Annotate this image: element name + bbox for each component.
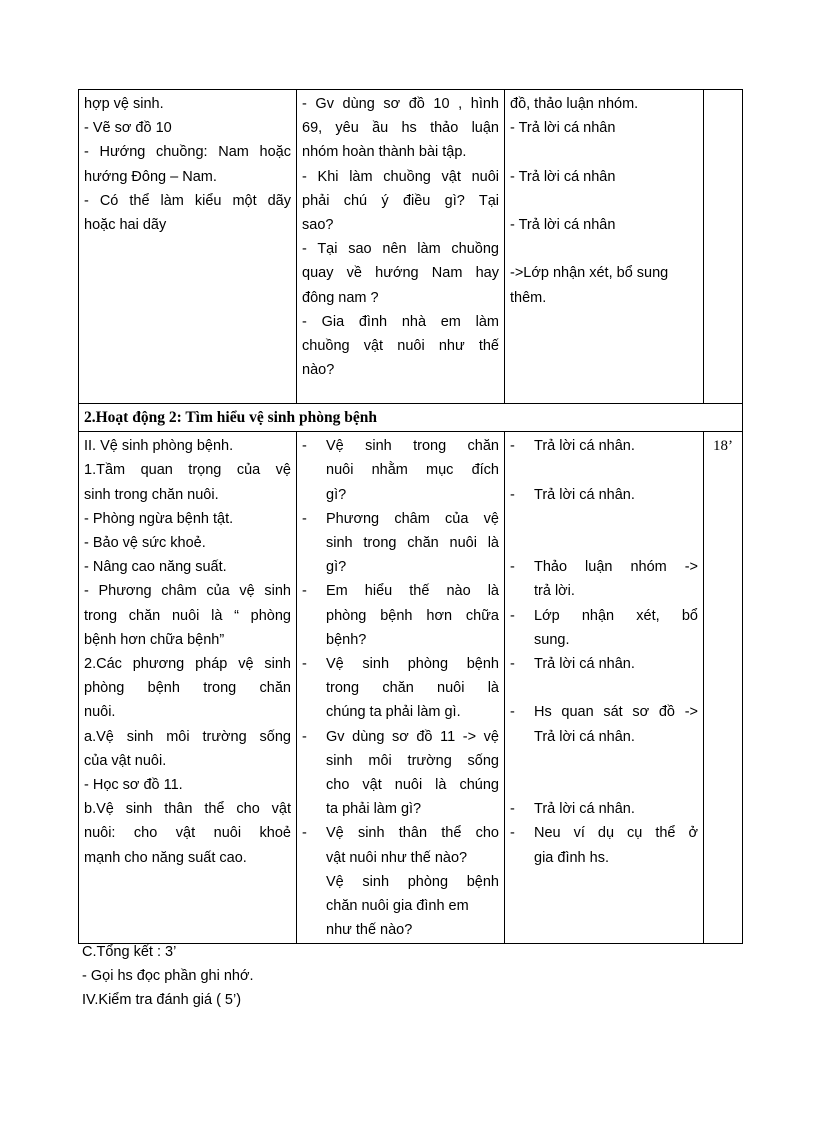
student-line: Lớp nhận xét, bổ bbox=[534, 607, 698, 624]
student-line: Thảo luận nhóm -> bbox=[534, 559, 698, 576]
student-answer: - Thảo luận nhóm -> trả lời. bbox=[510, 555, 698, 603]
activity-heading: 2.Hoạt động 2: Tìm hiểu vệ sinh phòng bệnh bbox=[79, 404, 743, 432]
student-answer: - Trả lời cá nhân. bbox=[510, 652, 698, 676]
student-activity-cell bbox=[505, 90, 704, 404]
teacher-line: ta phải làm gì? bbox=[326, 801, 422, 818]
student-line: Trả lời cá nhân. bbox=[534, 655, 635, 672]
teacher-line: Vệ sinh trong chăn bbox=[326, 438, 499, 455]
content-line: - Vẽ sơ đồ 10 bbox=[84, 120, 172, 137]
student-line: Hs quan sát sơ đồ -> bbox=[534, 704, 698, 721]
content-line: II. Vệ sinh phòng bệnh. bbox=[84, 438, 234, 455]
content-line: a.Vệ sinh môi trường sống bbox=[84, 728, 291, 745]
teacher-line: bệnh? bbox=[326, 631, 367, 648]
teacher-line: Em hiểu thế nào là bbox=[326, 583, 499, 600]
teacher-line: nuôi nhằm mục đích bbox=[326, 462, 499, 479]
time-cell bbox=[704, 90, 743, 404]
content-line: - Hướng chuồng: Nam hoặc bbox=[84, 144, 291, 161]
content-cell bbox=[79, 90, 297, 404]
teacher-line: Phương châm của vệ bbox=[326, 510, 499, 527]
summary-line: - Gọi hs đọc phần ghi nhớ. bbox=[82, 968, 254, 985]
content-line: - Học sơ đồ 11. bbox=[84, 777, 183, 794]
teacher-line: sinh môi trường sống bbox=[326, 752, 499, 769]
student-line: Trả lời cá nhân. bbox=[534, 438, 635, 455]
content-line: mạnh cho năng suất cao. bbox=[84, 849, 247, 866]
content-line: hợp vệ sinh. bbox=[84, 96, 164, 112]
student-activity-cell bbox=[505, 432, 704, 944]
content-line: nuôi: cho vật nuôi khoẻ bbox=[84, 825, 291, 842]
teacher-line: Gv dùng sơ đồ 11 -> vệ bbox=[326, 728, 499, 745]
content-line: - Nâng cao năng suất. bbox=[84, 559, 227, 576]
teacher-line: - Gv dùng sơ đồ 10 , hình bbox=[302, 96, 499, 112]
student-answer: - Trả lời cá nhân. bbox=[510, 797, 698, 821]
teacher-line: nhóm hoàn thành bài tập. bbox=[302, 144, 467, 161]
teacher-line: - Tại sao nên làm chuồng bbox=[302, 241, 499, 258]
teacher-line: Vệ sinh thân thể cho bbox=[326, 825, 499, 842]
teacher-line: sao? bbox=[302, 217, 334, 234]
teacher-question: - Vệ sinh trong chăn nuôi nhằm mục đích gì? bbox=[302, 434, 499, 507]
teacher-line: Vệ sinh phòng bệnh bbox=[326, 656, 499, 673]
teacher-line: như thế nào? bbox=[326, 922, 413, 939]
content-line: - Phòng ngừa bệnh tật. bbox=[84, 510, 234, 527]
teacher-question: - Vệ sinh thân thể cho vật nuôi như thế nào? Vệ sinh phòng bệnh chăn nuôi gia đình em như thế nào? bbox=[302, 821, 499, 942]
content-cell bbox=[79, 432, 297, 944]
student-line: Neu ví dụ cụ thể ở bbox=[534, 825, 698, 842]
teacher-line: phòng bệnh hơn chữa bbox=[326, 607, 499, 624]
content-line: 1.Tầm quan trọng của vệ bbox=[84, 462, 291, 479]
teacher-question: - Gv dùng sơ đồ 11 -> vệ sinh môi trường sống cho vật nuôi là chúng ta phải làm gì? bbox=[302, 725, 499, 822]
student-line: - Trả lời cá nhân bbox=[510, 168, 616, 185]
teacher-line: đông nam ? bbox=[302, 289, 379, 306]
teacher-question: - Em hiểu thế nào là phòng bệnh hơn chữa bệnh? bbox=[302, 579, 499, 652]
table-row bbox=[79, 90, 743, 404]
teacher-activity-cell bbox=[297, 90, 505, 404]
teacher-line: Vệ sinh phòng bệnh bbox=[326, 873, 499, 890]
teacher-line: gì? bbox=[326, 486, 347, 503]
teacher-line: sinh trong chăn nuôi là bbox=[326, 535, 499, 552]
student-line: sung. bbox=[534, 631, 570, 648]
teacher-line: phải chú ý điều gì? Tại bbox=[302, 192, 499, 209]
student-line: gia đình hs. bbox=[534, 849, 609, 866]
time-cell: 18’ bbox=[704, 432, 743, 944]
content-line: - Bảo vệ sức khoẻ. bbox=[84, 535, 206, 552]
summary-section bbox=[82, 940, 254, 1013]
student-line: đồ, thảo luận nhóm. bbox=[510, 96, 639, 112]
student-line: thêm. bbox=[510, 289, 547, 306]
teacher-line: - Gia đình nhà em làm bbox=[302, 313, 499, 330]
teacher-line: cho vật nuôi là chúng bbox=[326, 777, 499, 794]
content-line: 2.Các phương pháp vệ sinh bbox=[84, 656, 291, 673]
content-line: phòng bệnh trong chăn bbox=[84, 680, 291, 697]
teacher-line: gì? bbox=[326, 559, 347, 576]
teacher-line: vật nuôi như thế nào? bbox=[326, 849, 468, 866]
student-line: Trả lời cá nhân. bbox=[534, 486, 635, 503]
teacher-line: nào? bbox=[302, 362, 335, 379]
teacher-line: - Khi làm chuồng vật nuôi bbox=[302, 168, 499, 185]
lesson-plan-table bbox=[78, 89, 743, 944]
student-line: - Trả lời cá nhân bbox=[510, 120, 616, 137]
student-answer: - Hs quan sát sơ đồ -> Trả lời cá nhân. bbox=[510, 700, 698, 748]
teacher-line: trong chăn nuôi là bbox=[326, 680, 499, 697]
assessment-title: IV.Kiểm tra đánh giá ( 5’) bbox=[82, 992, 242, 1009]
student-answer: - Trả lời cá nhân. bbox=[510, 434, 698, 458]
teacher-question: - Phương châm của vệ sinh trong chăn nuôi là gì? bbox=[302, 507, 499, 580]
student-line: trả lời. bbox=[534, 583, 575, 600]
content-line: trong chăn nuôi là “ phòng bbox=[84, 607, 291, 624]
teacher-line: chúng ta phải làm gì. bbox=[326, 704, 461, 721]
teacher-line: chuồng vật nuôi như thế bbox=[302, 338, 499, 355]
table-row bbox=[79, 432, 743, 944]
student-answer: - Lớp nhận xét, bổ sung. bbox=[510, 604, 698, 652]
content-line: - Có thể làm kiểu một dãy bbox=[84, 192, 291, 209]
content-line: hướng Đông – Nam. bbox=[84, 168, 217, 185]
student-line: ->Lớp nhận xét, bổ sung bbox=[510, 265, 669, 282]
student-line: Trả lời cá nhân. bbox=[534, 801, 635, 818]
teacher-line: quay về hướng Nam hay bbox=[302, 265, 499, 282]
student-line: - Trả lời cá nhân bbox=[510, 216, 616, 233]
content-line: của vật nuôi. bbox=[84, 752, 167, 769]
table-row bbox=[79, 404, 743, 432]
teacher-activity-cell bbox=[297, 432, 505, 944]
teacher-line: chăn nuôi gia đình em bbox=[326, 898, 469, 915]
content-line: hoặc hai dãy bbox=[84, 217, 167, 234]
student-line: Trả lời cá nhân. bbox=[534, 728, 635, 745]
teacher-line: 69, yêu ầu hs thảo luận bbox=[302, 120, 499, 137]
content-line: - Phương châm của vệ sinh bbox=[84, 583, 291, 600]
teacher-question: - Vệ sinh phòng bệnh trong chăn nuôi là chúng ta phải làm gì. bbox=[302, 652, 499, 725]
content-line: nuôi. bbox=[84, 704, 116, 721]
content-line: bệnh hơn chữa bệnh” bbox=[84, 631, 225, 648]
student-answer: - Neu ví dụ cụ thể ở gia đình hs. bbox=[510, 821, 698, 869]
student-answer: - Trả lời cá nhân. bbox=[510, 483, 698, 507]
content-line: sinh trong chăn nuôi. bbox=[84, 486, 219, 503]
content-line: b.Vệ sinh thân thể cho vật bbox=[84, 801, 291, 818]
summary-title: C.Tổng kết : 3’ bbox=[82, 944, 177, 960]
